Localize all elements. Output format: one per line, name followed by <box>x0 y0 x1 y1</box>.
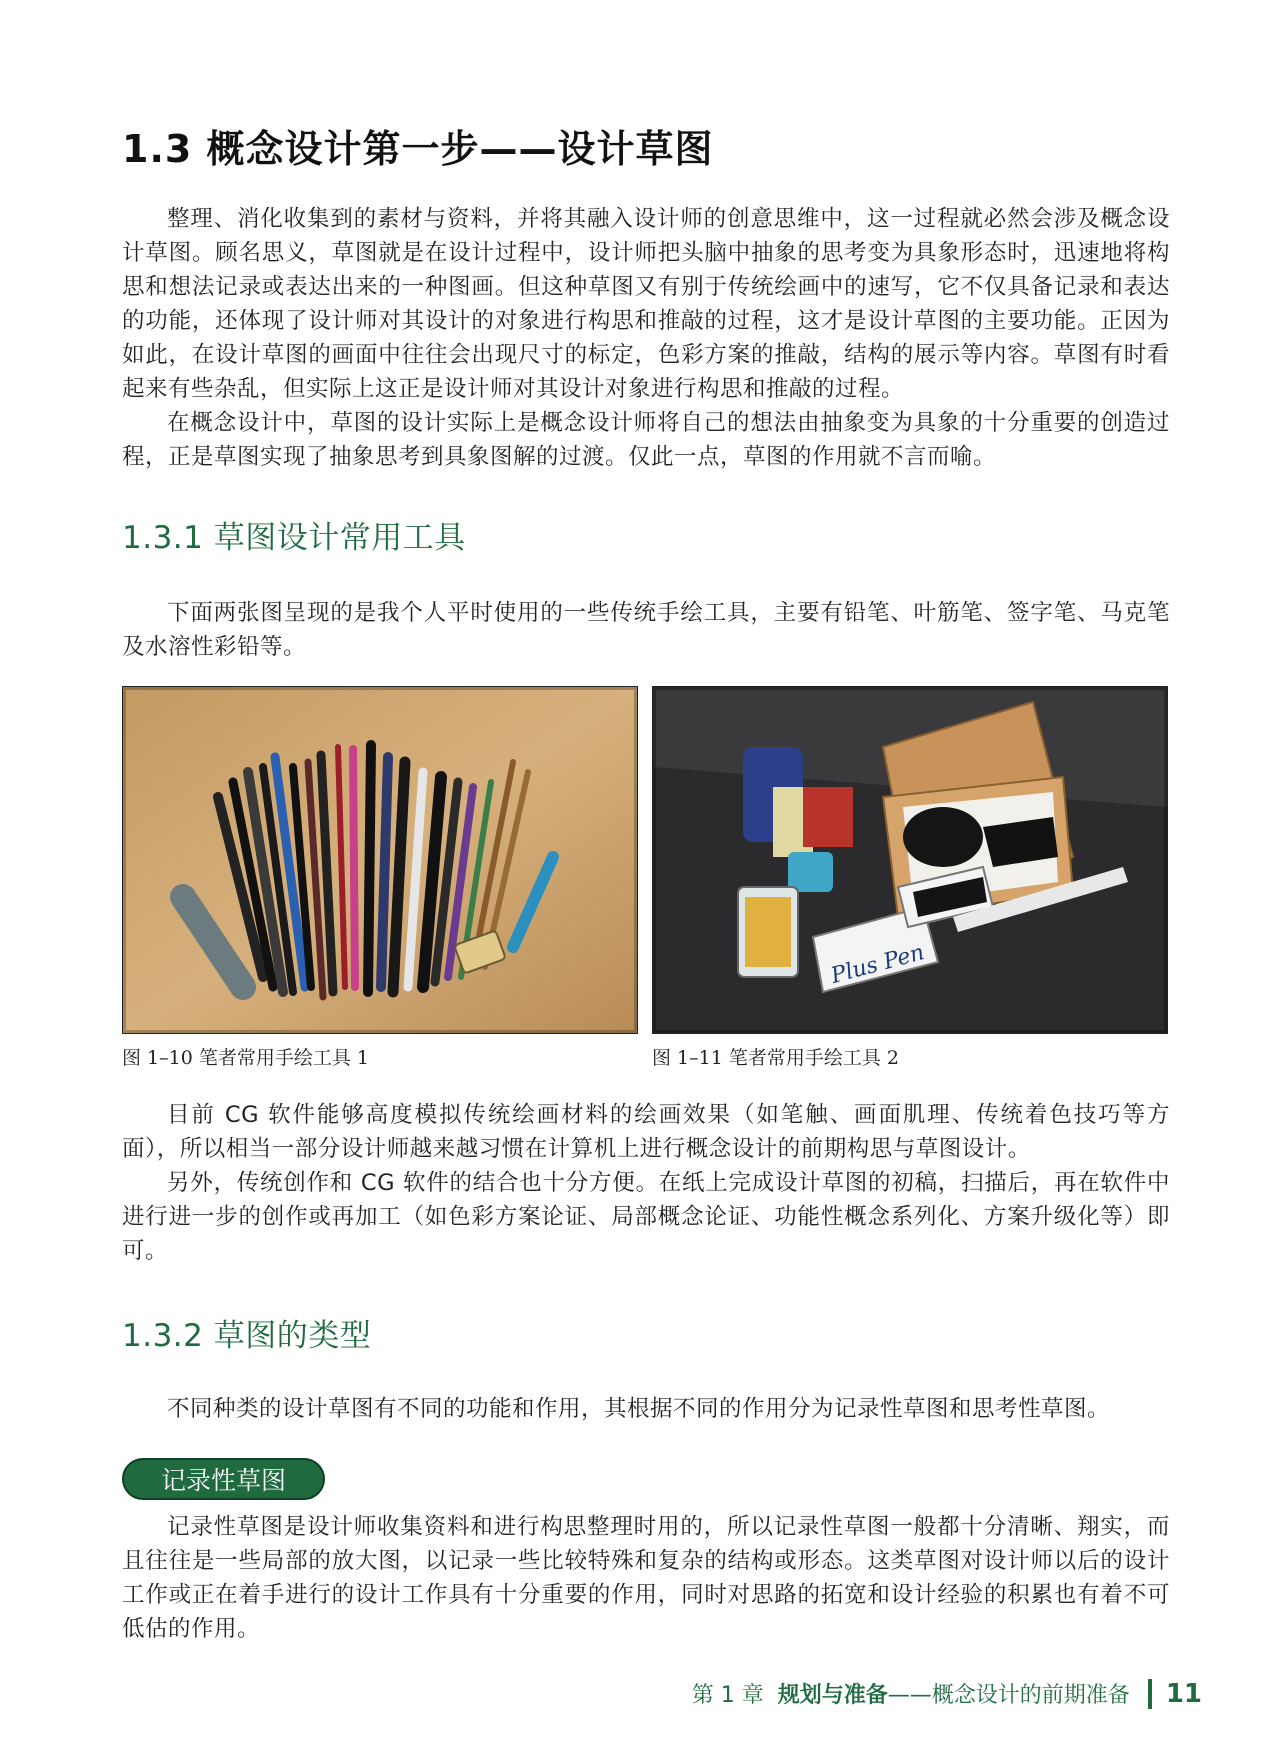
figure-1-10-caption: 图 1–10 笔者常用手绘工具 1 <box>122 1047 369 1069</box>
figure-1-10-photo <box>122 686 638 1034</box>
page-number: 11 <box>1165 1678 1202 1709</box>
page-footer <box>692 1678 1202 1709</box>
subsection-title-1-3-1: 1.3.1 草图设计常用工具 <box>122 520 466 556</box>
footer-chapter-title: 规划与准备 <box>777 1683 888 1708</box>
footer-chapter: 第 1 章 <box>691 1683 764 1708</box>
figure-1-11-caption: 图 1–11 笔者常用手绘工具 2 <box>652 1047 899 1069</box>
cg-paragraph-2: 另外，传统创作和 CG 软件的结合也十分方便。在纸上完成设计草图的初稿，扫描后，再在软件中进行进一步的创作或再加工（如色彩方案论证、局部概念论证、功能性概念系列化、方案升级化等）即可。 <box>122 1170 1170 1264</box>
cg-paragraph-1: 目前 CG 软件能够高度模拟传统绘画材料的绘画效果（如笔触、画面肌理、传统着色技巧等方面），所以相当一部分设计师越来越习惯在计算机上进行概念设计的前期构思与草图设计。 <box>122 1102 1170 1162</box>
tools-paragraph: 下面两张图呈现的是我个人平时使用的一些传统手绘工具，主要有铅笔、叶筋笔、签字笔、马克笔及水溶性彩铅等。 <box>122 600 1170 660</box>
footer-chapter-subtitle: ——概念设计的前期准备 <box>887 1683 1130 1708</box>
pens-on-table-image <box>123 687 637 1033</box>
footer-divider <box>1148 1679 1152 1709</box>
record-sketch-badge: 记录性草图 <box>122 1458 325 1500</box>
intro-paragraph-2: 在概念设计中，草图的设计实际上是概念设计师将自己的想法由抽象变为具象的十分重要的创造过程，正是草图实现了抽象思考到具象图解的过渡。仅此一点，草图的作用就不言而喻。 <box>122 410 1170 470</box>
tools-box-image <box>653 687 1167 1033</box>
subsection-title-1-3-2: 1.3.2 草图的类型 <box>122 1318 372 1354</box>
plus-pen-label: Plus Pen <box>828 940 928 989</box>
figure-1-11-photo <box>652 686 1168 1034</box>
record-sketch-paragraph: 记录性草图是设计师收集资料和进行构思整理时用的，所以记录性草图一般都十分清晰、翔实，而且往往是一些局部的放大图，以记录一些比较特殊和复杂的结构或形态。这类草图对设计师以后的设计工作或正在着手进行的设计工作具有十分重要的作用，同时对思路的拓宽和设计经验的积累也有着不可低估的作用。 <box>122 1514 1170 1642</box>
intro-paragraph-1: 整理、消化收集到的素材与资料，并将其融入设计师的创意思维中，这一过程就必然会涉及概念设计草图。顾名思义，草图就是在设计过程中，设计师把头脑中抽象的思考变为具象形态时，迅速地将构思和想法记录或表达出来的一种图画。但这种草图又有别于传统绘画中的速写，它不仅具备记录和表达的功能，还体现了设计师对其设计的对象进行构思和推敲的过程，这才是设计草图的主要功能。正因为如此，在设计草图的画面中往往会出现尺寸的标定，色彩方案的推敲，结构的展示等内容。草图有时看起来有些杂乱，但实际上这正是设计师对其设计对象进行构思和推敲的过程。 <box>122 206 1170 402</box>
types-paragraph: 不同种类的设计草图有不同的功能和作用，其根据不同的作用分为记录性草图和思考性草图。 <box>167 1396 1111 1422</box>
section-title: 1.3 概念设计第一步——设计草图 <box>122 127 714 171</box>
